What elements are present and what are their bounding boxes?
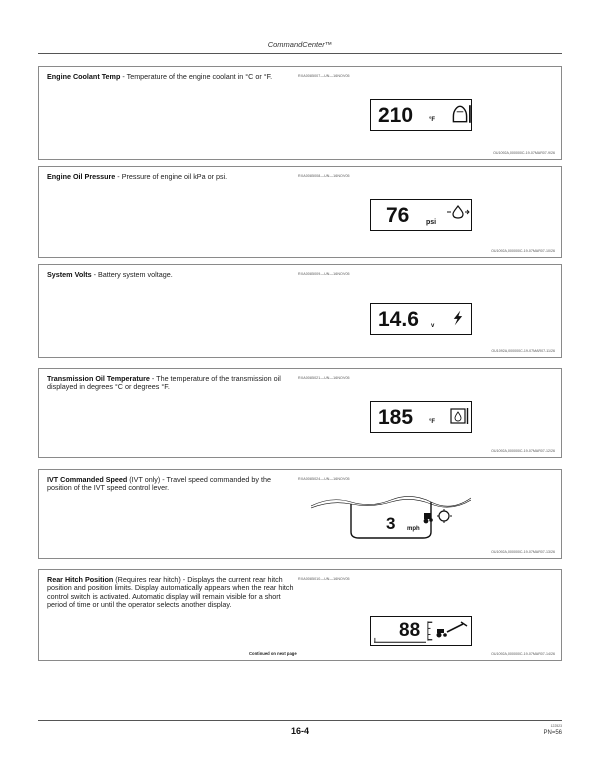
section-description xyxy=(47,271,297,279)
section-desc: - Battery system voltage. xyxy=(91,270,173,279)
section-ivt-commanded-speed xyxy=(38,469,562,559)
figure-code: RXA0085024—UN—16NOV05 xyxy=(298,477,350,481)
display-value: 88 xyxy=(399,620,421,641)
section-title: IVT Commanded Speed xyxy=(47,475,128,484)
display-value: 210 xyxy=(378,104,414,127)
reference-code: OU1092A,000000C-19-07MAR07-14/26 xyxy=(491,652,555,656)
section-description xyxy=(47,173,297,181)
section-desc: - Pressure of engine oil kPa or psi. xyxy=(115,172,228,181)
section-desc: - The temperature of the transmission oil displayed in degrees °C or degrees °F. xyxy=(47,374,281,392)
running-header: CommandCenter™ xyxy=(267,40,333,49)
display-unit: v xyxy=(431,323,435,329)
figure-code: RXA0085010—UN—16NOV05 xyxy=(298,577,350,581)
display-unit: mph xyxy=(407,526,420,532)
section-transmission-oil-temp xyxy=(38,368,562,458)
coolant-display xyxy=(370,99,472,131)
footer-code: 122523 xyxy=(550,724,562,728)
coolant-temp-icon xyxy=(449,103,471,125)
display-unit: °F xyxy=(429,419,436,425)
reference-code: OU1092A,000000C-19-07MAR07-11/26 xyxy=(491,349,555,353)
section-title: System Volts xyxy=(47,270,92,279)
section-title: Rear Hitch Position xyxy=(47,575,114,584)
reference-code: OU1092A,000000C-19-07MAR07-9/26 xyxy=(493,151,555,155)
display-unit: psi xyxy=(426,219,437,226)
ivt-speed-icon xyxy=(422,509,452,525)
system-volts-display xyxy=(370,303,472,335)
reference-code: OU1092A,000000C-19-07MAR07-12/26 xyxy=(491,449,555,453)
figure-code: RXA0085008—UN—16NOV05 xyxy=(298,174,350,178)
section-description xyxy=(47,73,297,81)
oil-pressure-display xyxy=(370,199,472,231)
display-value: 3 xyxy=(386,514,396,533)
section-description xyxy=(47,476,297,493)
section-rear-hitch-position xyxy=(38,569,562,661)
section-desc: (IVT only) - Travel speed commanded by the position of the IVT speed control lever. xyxy=(47,475,271,493)
display-value: 14.6 xyxy=(378,308,419,331)
figure-code: RXA0085007—UN—16NOV05 xyxy=(298,74,350,78)
section-engine-oil-pressure xyxy=(38,166,562,258)
page-number: 16-4 xyxy=(290,726,309,736)
section-description xyxy=(47,375,297,392)
section-description xyxy=(47,576,297,610)
section-engine-coolant-temp xyxy=(38,66,562,160)
display-unit: °F xyxy=(429,117,436,123)
section-desc: - Temperature of the engine coolant in °C or °F. xyxy=(120,72,273,81)
section-desc: (Requires rear hitch) - Displays the current rear hitch position and position limits. Display automatically appears when the rear hitch control switch is activated. Automatic display will remain visible for a short period of time or until the operator selects another display. xyxy=(47,575,294,610)
display-value: 76 xyxy=(386,204,410,227)
section-title: Transmission Oil Temperature xyxy=(47,374,150,383)
rear-hitch-icon xyxy=(435,621,469,639)
hitch-position-bar xyxy=(374,637,426,644)
pn-label: PN=56 xyxy=(543,730,562,736)
transmission-temp-display xyxy=(370,401,472,433)
section-system-volts xyxy=(38,264,562,358)
hitch-limit-scale xyxy=(427,620,434,642)
transmission-temp-icon xyxy=(449,406,469,426)
rear-hitch-display xyxy=(370,616,472,646)
section-title: Engine Coolant Temp xyxy=(47,72,121,81)
oil-pressure-icon xyxy=(446,204,470,220)
reference-code: OU1092A,000000C-19-07MAR07-10/26 xyxy=(491,249,555,253)
continued-note: Continued on next page xyxy=(249,651,297,656)
figure-code: RXA0085021—UN—16NOV05 xyxy=(298,376,350,380)
section-title: Engine Oil Pressure xyxy=(47,172,116,181)
reference-code: OU1092A,000000C-19-07MAR07-13/26 xyxy=(491,550,555,554)
lightning-icon xyxy=(451,309,464,327)
footer-rule xyxy=(38,720,562,721)
figure-code: RXA0085009—UN—16NOV05 xyxy=(298,272,350,276)
display-value: 185 xyxy=(378,406,414,429)
header-rule xyxy=(38,53,562,54)
